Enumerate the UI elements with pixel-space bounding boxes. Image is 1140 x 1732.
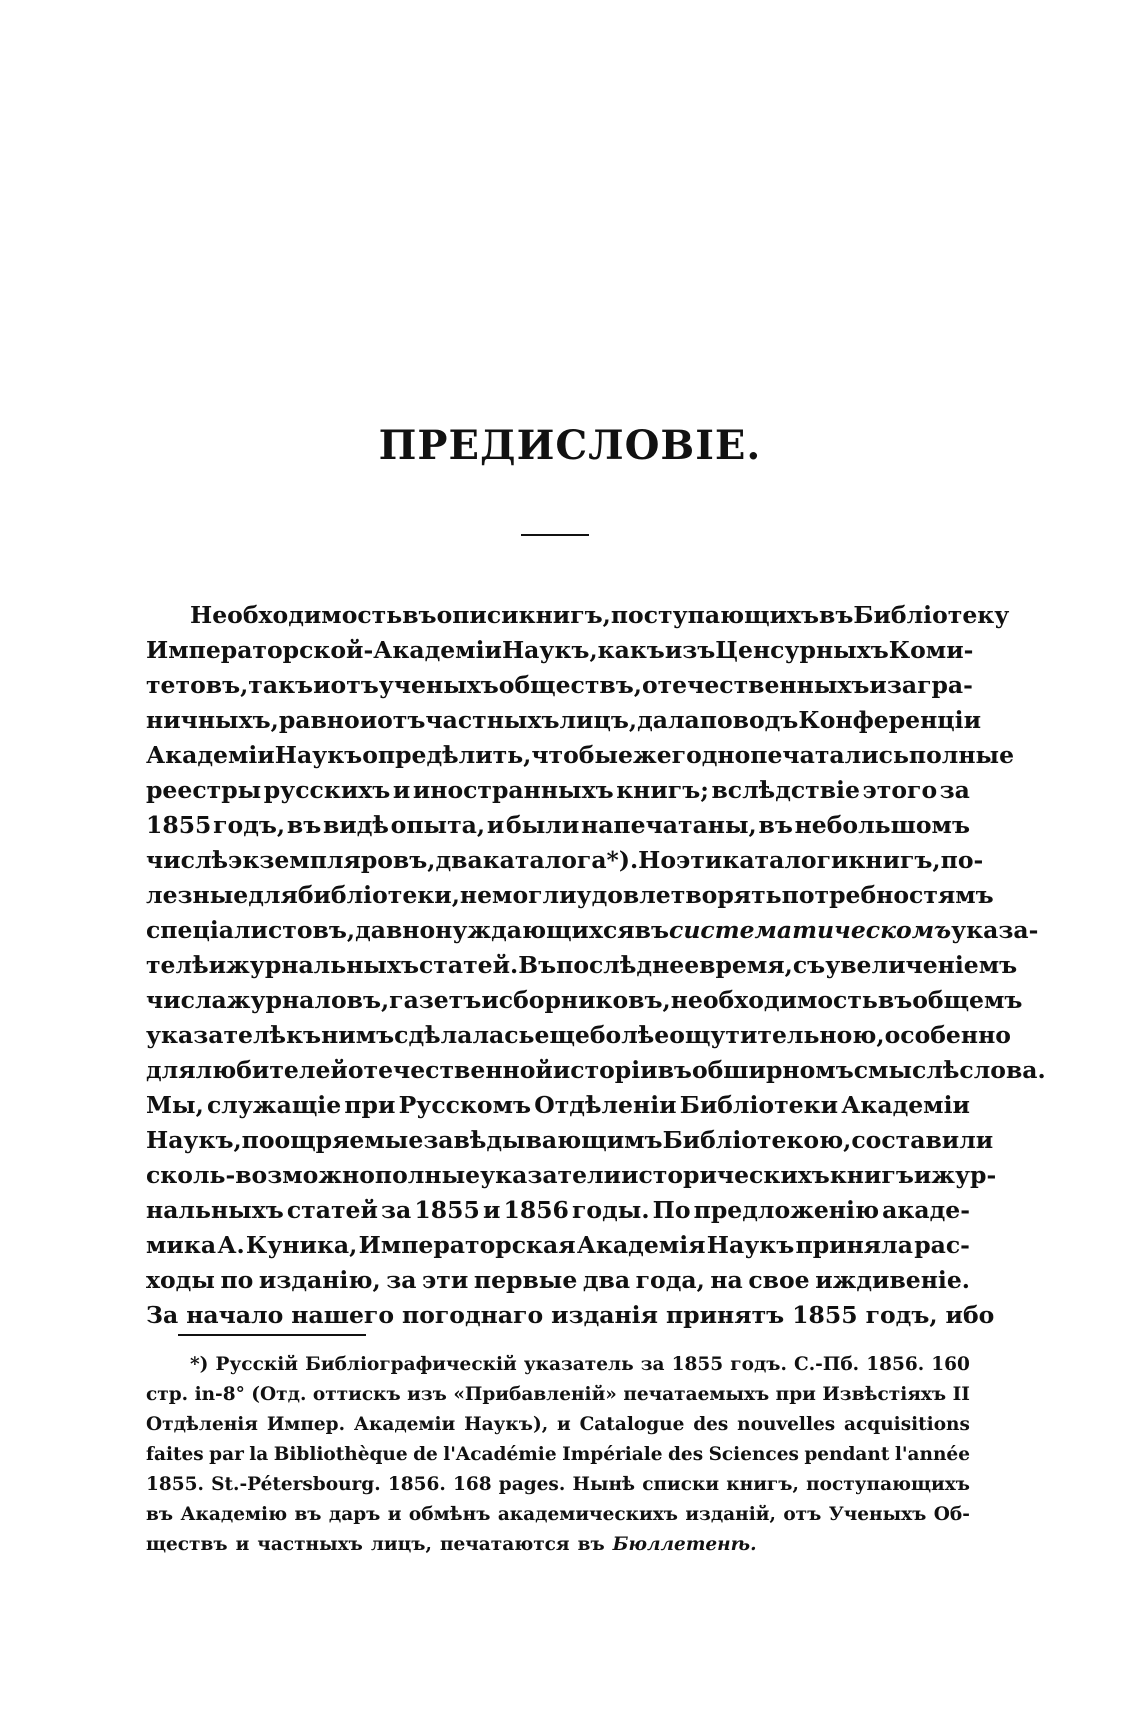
body-line: указателѣ къ нимъ сдѣлалась еще болѣе ощутительною, особенно — [146, 1021, 1011, 1049]
footnote-line: ществъ и частныхъ лицъ, печатаются въ Бюллетенѣ. — [146, 1534, 757, 1555]
body-line: спеціалистовъ, давно нуждающихся въ систематическомъ указа- — [146, 916, 1039, 944]
body-line: Мы, служащіе при Русскомъ Отдѣленіи Библіотеки Академіи — [146, 1091, 970, 1119]
body-line: числѣ экземпляровъ, два каталога *). Но эти каталоги книгъ, по- — [146, 846, 984, 874]
body-line: сколь-возможно полные указатели историческихъ книгъ и жур- — [146, 1161, 997, 1189]
body-line: 1855 годъ, въ видѣ опыта, и были напечатаны, въ небольшомъ — [146, 811, 970, 839]
body-line: реестры русскихъ и иностранныхъ книгъ; вслѣдствіе этого за — [146, 776, 970, 804]
body-line: телѣ и журнальныхъ статей. Въ послѣднее время, съ увеличеніемъ — [146, 951, 1018, 979]
body-line: Наукъ, поощряемые завѣдывающимъ Библіотекою, составили — [146, 1126, 994, 1154]
footnote-line: въ Академію въ даръ и обмѣнъ академическихъ изданій, отъ Ученыхъ Об- — [146, 1504, 970, 1525]
body-paragraph — [146, 598, 1046, 1333]
footnote — [146, 1350, 970, 1560]
title-divider — [521, 534, 589, 536]
body-line: для любителей отечественной исторіи въ обширномъ смыслѣ слова. — [146, 1056, 1046, 1084]
footnote-divider — [178, 1334, 366, 1336]
footnote-line: стр. in-8° (Отд. оттискъ изъ «Прибавленій» печатаемыхъ при Извѣстіяхъ II — [146, 1384, 970, 1405]
body-line: Императорской-Академіи Наукъ, какъ изъ Ценсурныхъ Коми- — [146, 636, 974, 664]
body-line: тетовъ, такъ и отъ ученыхъ обществъ, отечественныхъ и загра- — [146, 671, 973, 699]
footnote-line: Отдѣленія Импер. Академіи Наукъ), и Catalogue des nouvelles acquisitions — [146, 1414, 970, 1435]
body-line: Академіи Наукъ опредѣлить, чтобы ежегодно печатались полные — [146, 741, 1015, 769]
body-line: Необходимость въ описи книгъ, поступающихъ въ Библіотеку — [190, 601, 1010, 629]
page-title: ПРЕДИСЛОВІЕ. — [378, 422, 762, 469]
footnote-line: *) Русскій Библіографическій указатель за 1855 годъ. С.-Пб. 1856. 160 — [190, 1354, 970, 1375]
footnote-line: faites par la Bibliothèque de l'Académie Impériale des Sciences pendant l'année — [146, 1444, 970, 1465]
body-line: числа журналовъ, газетъ и сборниковъ, необходимость въ общемъ — [146, 986, 1023, 1014]
body-line: нальныхъ статей за 1855 и 1856 годы. По предложенію акаде- — [146, 1196, 970, 1224]
body-line: ходы по изданію, за эти первые два года, на свое иждивеніе. — [146, 1266, 970, 1294]
body-line: мика А. Куника, Императорская Академія Наукъ приняла рас- — [146, 1231, 970, 1259]
body-line: лезные для библіотеки, не могли удовлетворять потребностямъ — [146, 881, 994, 909]
body-line: За начало нашего погоднаго изданія принятъ 1855 годъ, ибо — [146, 1301, 995, 1329]
body-line: ничныхъ, равно и отъ частныхъ лицъ, дала поводъ Конференціи — [146, 706, 982, 734]
footnote-line: 1855. St.-Pétersbourg. 1856. 168 pages. Нынѣ списки книгъ, поступающихъ — [146, 1474, 970, 1495]
